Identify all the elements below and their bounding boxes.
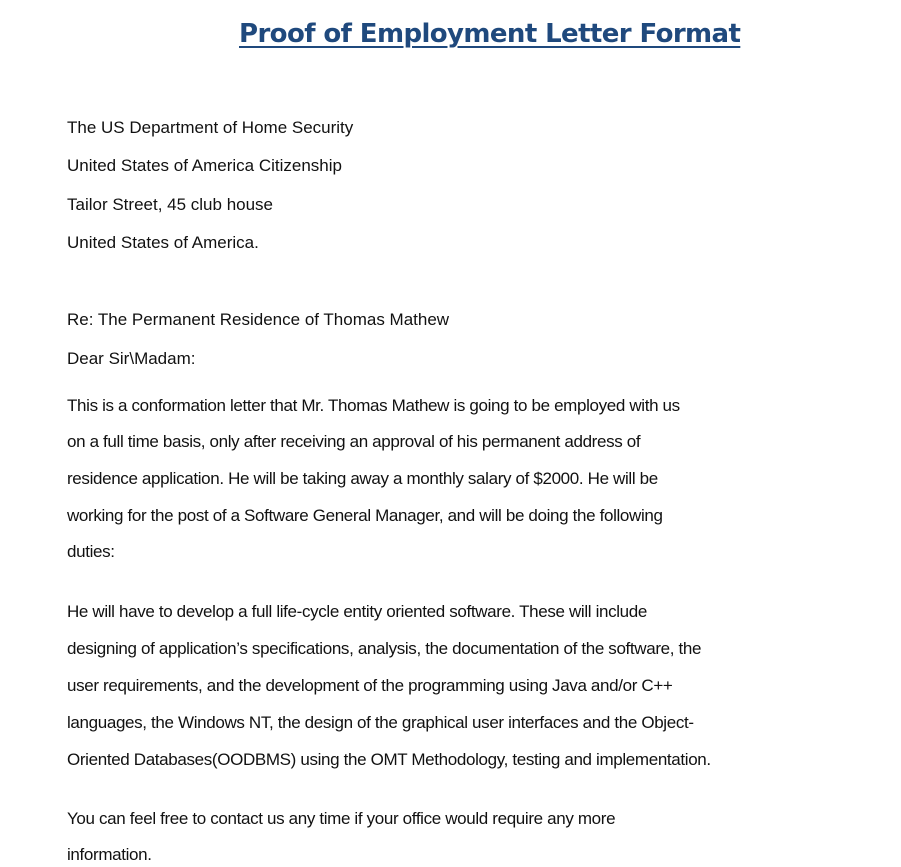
paragraph-line: Oriented Databases(OODBMS) using the OMT Methodology, testing and implementation.	[67, 750, 711, 769]
paragraph-line: You can feel free to contact us any time if your office would require any more	[67, 809, 616, 828]
paragraph-line: user requirements, and the development of the programming using Java and/or C++	[67, 676, 673, 695]
subject-line: Re: The Permanent Residence of Thomas Mathew	[67, 310, 450, 329]
paragraph-line: He will have to develop a full life-cycle entity oriented software. These will include	[67, 602, 647, 621]
address-line: United States of America.	[67, 233, 259, 252]
paragraph-line: languages, the Windows NT, the design of the graphical user interfaces and the Object-	[67, 713, 694, 732]
address-line: Tailor Street, 45 club house	[67, 195, 274, 214]
paragraph-line: on a full time basis, only after receiving an approval of his permanent address of	[67, 432, 641, 451]
document-title: Proof of Employment Letter Format	[239, 19, 741, 49]
paragraph-line: working for the post of a Software General Manager, and will be doing the following	[67, 506, 663, 525]
paragraph-line: This is a conformation letter that Mr. Thomas Mathew is going to be employed with us	[67, 396, 680, 415]
paragraph-line: information.	[67, 845, 152, 864]
address-line: United States of America Citizenship	[67, 156, 342, 175]
paragraph-line: designing of application’s specifications, analysis, the documentation of the software, the	[67, 639, 702, 658]
paragraph-line: residence application. He will be taking away a monthly salary of $2000. He will be	[67, 469, 658, 488]
address-line: The US Department of Home Security	[67, 118, 354, 137]
salutation: Dear Sir\Madam:	[67, 349, 196, 368]
paragraph-line: duties:	[67, 542, 115, 561]
